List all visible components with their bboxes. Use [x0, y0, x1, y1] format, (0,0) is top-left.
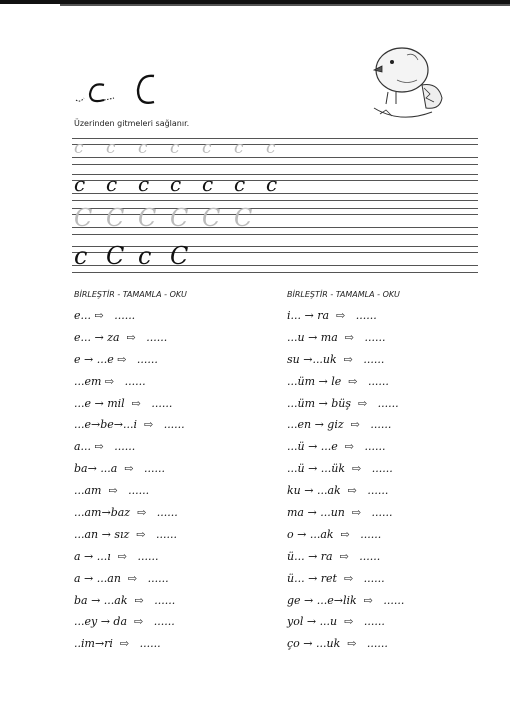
practice-letter: c: [106, 172, 118, 196]
exercise-item: su →...uk ⇨ ......: [287, 352, 385, 366]
practice-letter: C: [74, 204, 93, 232]
practice-letter: C: [234, 204, 253, 232]
practice-letter: C: [138, 204, 157, 232]
exercise-item: ...am ⇨ ......: [74, 484, 150, 498]
exercise-item: ü... → ra ⇨ ......: [287, 549, 381, 563]
exercise-item: a → ...ı ⇨ ......: [74, 549, 159, 563]
practice-letter: C: [202, 204, 221, 232]
practice-letter: c: [234, 138, 244, 158]
practice-letter: c: [202, 172, 214, 196]
exercise-item: ba → ...ak ⇨ ......: [74, 593, 176, 607]
exercise-item: ...e → mil ⇨ ......: [74, 396, 173, 410]
exercise-item: ...üm → büş ⇨ ......: [287, 396, 399, 410]
exercise-column-left: [74, 309, 185, 659]
practice-letter: c: [170, 138, 180, 158]
exercise-item: ...ey → da ⇨ ......: [74, 615, 175, 629]
exercise-item: ...am→baz ⇨ ......: [74, 506, 178, 520]
cursive-c-letters-icon: [74, 70, 174, 108]
practice-row-bold-small: [74, 172, 298, 196]
exercise-item: i... → ra ⇨ ......: [287, 309, 377, 322]
exercise-item: ...ü → ...ük ⇨ ......: [287, 462, 393, 476]
exercise-item: ...em ⇨ ......: [74, 374, 146, 388]
practice-letter: C: [106, 242, 125, 270]
practice-letter: c: [138, 242, 152, 270]
exercise-item: yol → ...u ⇨ ......: [287, 615, 385, 629]
practice-letter: c: [74, 172, 86, 196]
practice-letter: c: [138, 172, 150, 196]
exercise-item: ço → ...uk ⇨ ......: [287, 637, 388, 651]
practice-row-mixed: [74, 242, 202, 270]
exercise-item: ...u → ma ⇨ ......: [287, 330, 386, 344]
exercise-item: ü... → ret ⇨ ......: [287, 571, 385, 585]
practice-letter: c: [138, 138, 148, 158]
exercise-item: e → ...e ⇨ ......: [74, 352, 158, 366]
practice-letter: c: [170, 172, 182, 196]
exercise-item: ...en → giz ⇨ ......: [287, 418, 392, 432]
practice-letter: c: [202, 138, 212, 158]
exercise-item: ...e→be→...i ⇨ ......: [74, 418, 185, 432]
exercise-item: ge → ...e→lik ⇨ ......: [287, 593, 405, 607]
exercise-item: ku → ...ak ⇨ ......: [287, 484, 389, 498]
exercise-column-right: [287, 309, 404, 659]
practice-letter: C: [170, 204, 189, 232]
practice-letter: c: [266, 172, 278, 196]
practice-letter: c: [266, 138, 276, 158]
exercise-item: a... ⇨ ......: [74, 440, 136, 454]
exercise-item: ...ü → ...e ⇨ ......: [287, 440, 386, 454]
exercise-item: ..im→ri ⇨ ......: [74, 637, 161, 651]
exercise-item: a → ...an ⇨ ......: [74, 571, 169, 585]
page-top-border-inner: [60, 4, 510, 6]
practice-letter: C: [106, 204, 125, 232]
practice-row-traced-capital: [74, 204, 266, 232]
practice-row-traced-small: [74, 138, 298, 158]
exercise-title-left: BİRLEŞTİR - TAMAMLA - OKU: [74, 290, 187, 299]
exercise-item: e... → za ⇨ ......: [74, 330, 168, 344]
practice-letter: c: [74, 138, 84, 158]
exercise-item: ba→ ...a ⇨ ......: [74, 462, 166, 476]
exercise-item: o → ...ak ⇨ ......: [287, 527, 382, 541]
practice-letter: C: [170, 242, 189, 270]
instruction-text: Üzerinden gitmeleri sağlanır.: [74, 119, 190, 128]
exercise-title-right: BİRLEŞTİR - TAMAMLA - OKU: [287, 290, 400, 299]
letter-header: [74, 70, 174, 108]
practice-letter: c: [234, 172, 246, 196]
chick-illustration-icon: [352, 30, 452, 130]
exercise-item: e... ⇨ ......: [74, 309, 136, 322]
practice-letter: c: [106, 138, 116, 158]
practice-letter: c: [74, 242, 88, 270]
exercise-item: ma → ...un ⇨ ......: [287, 506, 393, 520]
exercise-item: ...an → sız ⇨ ......: [74, 527, 177, 541]
exercise-item: ...üm → le ⇨ ......: [287, 374, 389, 388]
